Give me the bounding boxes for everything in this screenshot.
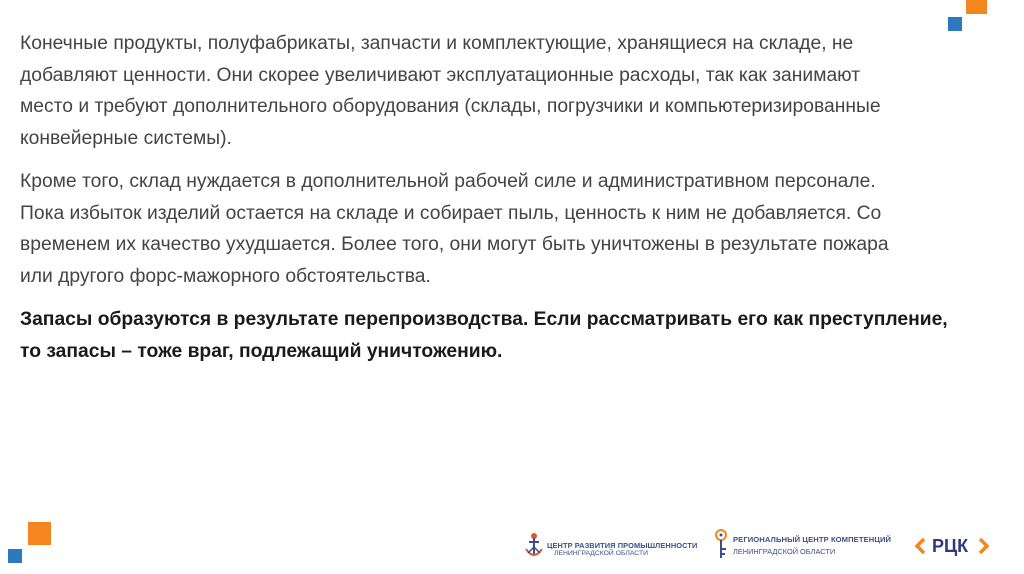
- logo1-subtitle: ЛЕНИНГРАДСКОЙ ОБЛАСТИ: [554, 550, 648, 557]
- paragraph-2: [20, 166, 990, 292]
- logo-regional-competence-center: [712, 528, 892, 562]
- text-line: то запасы – тоже враг, подлежащий уничтожению.: [20, 340, 503, 362]
- logo3-text: РЦК: [932, 536, 969, 556]
- text-line: Пока избыток изделий остается на складе и собирает пыль, ценность к ним не добавляется. Со: [20, 202, 882, 224]
- text-line: конвейерные системы).: [20, 127, 232, 149]
- rck-chevron-icon: [914, 537, 930, 555]
- rck-chevron-icon: [976, 537, 992, 555]
- paragraph-3-emphasis: [20, 304, 990, 367]
- orange-square-icon: [28, 522, 51, 545]
- anchor-emblem-icon: [524, 531, 544, 561]
- text-line: Кроме того, склад нуждается в дополнительной рабочей силе и административном персонале.: [20, 171, 876, 192]
- text-line: Запасы образуются в результате перепроизводства. Если рассматривать его как преступление,: [20, 309, 948, 330]
- logo-industry-development-center: [524, 531, 698, 561]
- text-line: место и требуют дополнительного оборудования (склады, погрузчики и компьютеризированные: [20, 96, 881, 117]
- blue-square-icon: [8, 549, 22, 563]
- footer-logos: [524, 528, 1004, 564]
- logo2-title: РЕГИОНАЛЬНЫЙ ЦЕНТР КОМПЕТЕНЦИЙ: [733, 535, 892, 544]
- text-line: или другого форс-мажорного обстоятельства.: [20, 265, 431, 287]
- paragraph-1: [20, 28, 990, 154]
- key-emblem-icon: [712, 528, 730, 562]
- text-line: добавляют ценности. Они скорее увеличивают эксплуатационные расходы, так как занимают: [20, 64, 861, 86]
- logo2-subtitle: ЛЕНИНГРАДСКОЙ ОБЛАСТИ: [733, 547, 836, 556]
- text-line: временем их качество ухудшается. Более того, они могут быть уничтожены в результате пожара: [20, 234, 889, 255]
- orange-square-icon: [966, 0, 987, 14]
- slide-text: [20, 28, 990, 379]
- text-line: Конечные продукты, полуфабрикаты, запчасти и комплектующие, хранящиеся на складе, не: [20, 33, 854, 54]
- logo1-title: ЦЕНТР РАЗВИТИЯ ПРОМЫШЛЕННОСТИ: [547, 541, 698, 550]
